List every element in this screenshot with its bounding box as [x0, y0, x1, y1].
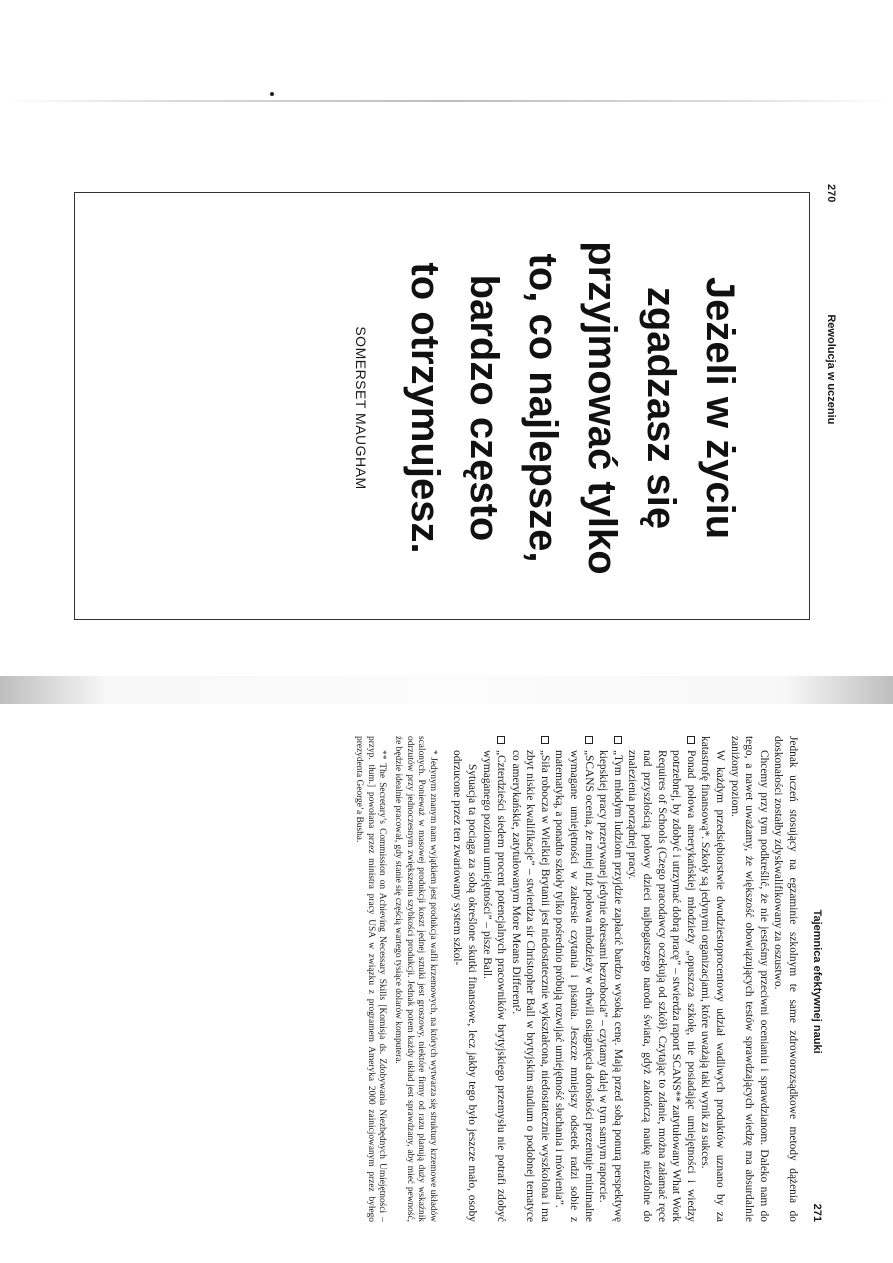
page-271 — [28, 728, 828, 1228]
quote-line: bardzo często — [462, 274, 506, 542]
list-item-text: „SCANS ocenia, że mniej niż połowa młodzieży w chwili osiągnięcia dorosłości prezentuje minimalne wymagane umiejętności w zakresie czytania i pisania. Jeszcze mniejszy odsetek radzi sobie z matematyką, a ponadto szkoły tylko pośrednio próbują rozwijać umiejętność słuchania i mówienia”. — [553, 750, 595, 1222]
list-item-text: „Czterdzieści siedem procent potencjalnych pracowników brytyjskiego przemysłu nie potrafi zdobyć wymaganego poziomu umiejętności” – pisze Ball. — [480, 750, 508, 1222]
footnote-gap — [438, 736, 450, 1222]
list-item — [596, 736, 625, 1222]
list-item-continuation — [450, 736, 479, 1222]
checkbox-square-icon — [497, 736, 505, 744]
list-item — [479, 736, 508, 1222]
list-item — [625, 736, 698, 1222]
running-title: Rewolucja w uczeniu — [825, 314, 837, 425]
checkbox-square-icon — [614, 736, 622, 744]
quote-line: Jeżeli w życiu — [698, 276, 742, 540]
footnote: ** The Secretary’s Commission on Achieving Necessary Skills [Komisja ds. Zdobywania Niezbędnych Umiejętności – przyp. tłum.] powołana przez ministra pracy USA w związku z programem Ameryka 2000 zainicjowanym przez byłego prezydenta George’a Busha. — [354, 736, 388, 1222]
page-number: 271 — [811, 1203, 823, 1222]
checkbox-square-icon — [585, 736, 593, 744]
paragraph: Jednak uczeń stosujący na egzaminie szkolnym te same zdroworozsądkowe metody dążenia do doskonałości zostałby zdyskwalifikowany za oszustwo. — [772, 736, 799, 1222]
paragraph: W każdym przedsiębiorstwie dwudziestoprocentowy udział wadliwych produktów uznano by za katastrofę finansową*. Szkoły są jedynymi organizacjami, które uważają taki wynik za sukces. — [699, 736, 727, 1222]
running-title: Tajemnica efektywnej nauki — [811, 909, 823, 1054]
footnote: * Jedynym znanym nam wyjątkiem jest produkcja wafli krzemowych, na których wytwarza się struktury krzemowe układów scalonych. Ponieważ w masowej produkcji koszt jednej sztuki jest groszowy, niektóre firmy od razu planują duży wskaźnik odrzutów przy jednoczesnym zwiększeniu szybkości produkcji. Jednak potem każdy układ jest sprawdzany, aby mieć pewność, że będzie idealnie pracował, gdy stanie się częścią wartego tysiące dolarów komputera. — [392, 736, 438, 1222]
body-text — [353, 736, 800, 1222]
checkbox-square-icon — [541, 736, 549, 744]
quote-line: zgadzasz się — [639, 286, 683, 530]
quote-text — [395, 213, 749, 603]
quote-line: to otrzymujesz. — [403, 262, 447, 554]
list-item-text: „Tym młodym ludziom przyjdzie zapłacić bardzo wysoką cenę. Mają przed sobą ponurą perspektywę kiepskiej pracy przerywanej jedynie okresami bezrobocia” – czytamy dalej w tym samym raporcie. — [597, 750, 624, 1222]
list-item-text: Ponad połowa amerykańskiej młodzieży „opuszcza szkołę, nie posiadając umiejętności i wiedzy potrzebnej, by zdobyć i utrzymać dobrą pracę” – stwierdza raport SCANS** zatytułowany What Work Requires of Schools (Czego pracodawcy oczekują od szkół). Czytając to zdanie, można załamać ręce nad przyszłością połowy dzieci najbogatszego narodu świata, gdyż zakończą naukę niezdolne do znalezienia porządnej pracy. — [626, 750, 697, 1222]
list-item-text: „Siła robocza w Wielkiej Brytanii jest niedostatecznie wykształcona, niedostatecznie wyszkolona i ma zbyt niskie kwalifikacje” – stwierdza sir Christopher Ball w brytyjskim studium o podobnej tematyce co amerykańskie, zatytułowanym More Means Different². — [509, 750, 551, 1222]
page-270 — [52, 184, 842, 634]
list-item — [508, 736, 552, 1222]
quote-frame — [74, 192, 810, 620]
page-header-right — [806, 728, 828, 1228]
quote-author: SOMERSET MAUGHAM — [353, 326, 369, 490]
scan-edge-line — [0, 100, 893, 102]
checkbox-square-icon — [687, 736, 695, 744]
list-item — [552, 736, 596, 1222]
quote-line: to, co najlepsze, — [521, 253, 565, 563]
quote-line: przyjmować tylko — [580, 241, 624, 575]
continuation-text: Sytuacja ta pociąga za sobą określone skutki finansowe, lecz jakby tego było jeszcze mało, osoby odrzucone przez ten zwariowany system szkol- — [451, 750, 478, 1222]
page-number: 270 — [825, 184, 837, 203]
book-spine-shadow — [0, 676, 893, 704]
paragraph: Chcemy przy tym podkreślić, że nie jesteśmy przeciwni ocenianiu i sprawdzianom. Daleko nam do tego, a nawet uważamy, że większość obowiązujących testów sprawdzających wiedzę ma absurdalnie zaniżony poziom. — [728, 736, 770, 1222]
page-header-left — [820, 184, 842, 634]
scan-speck — [270, 92, 274, 96]
